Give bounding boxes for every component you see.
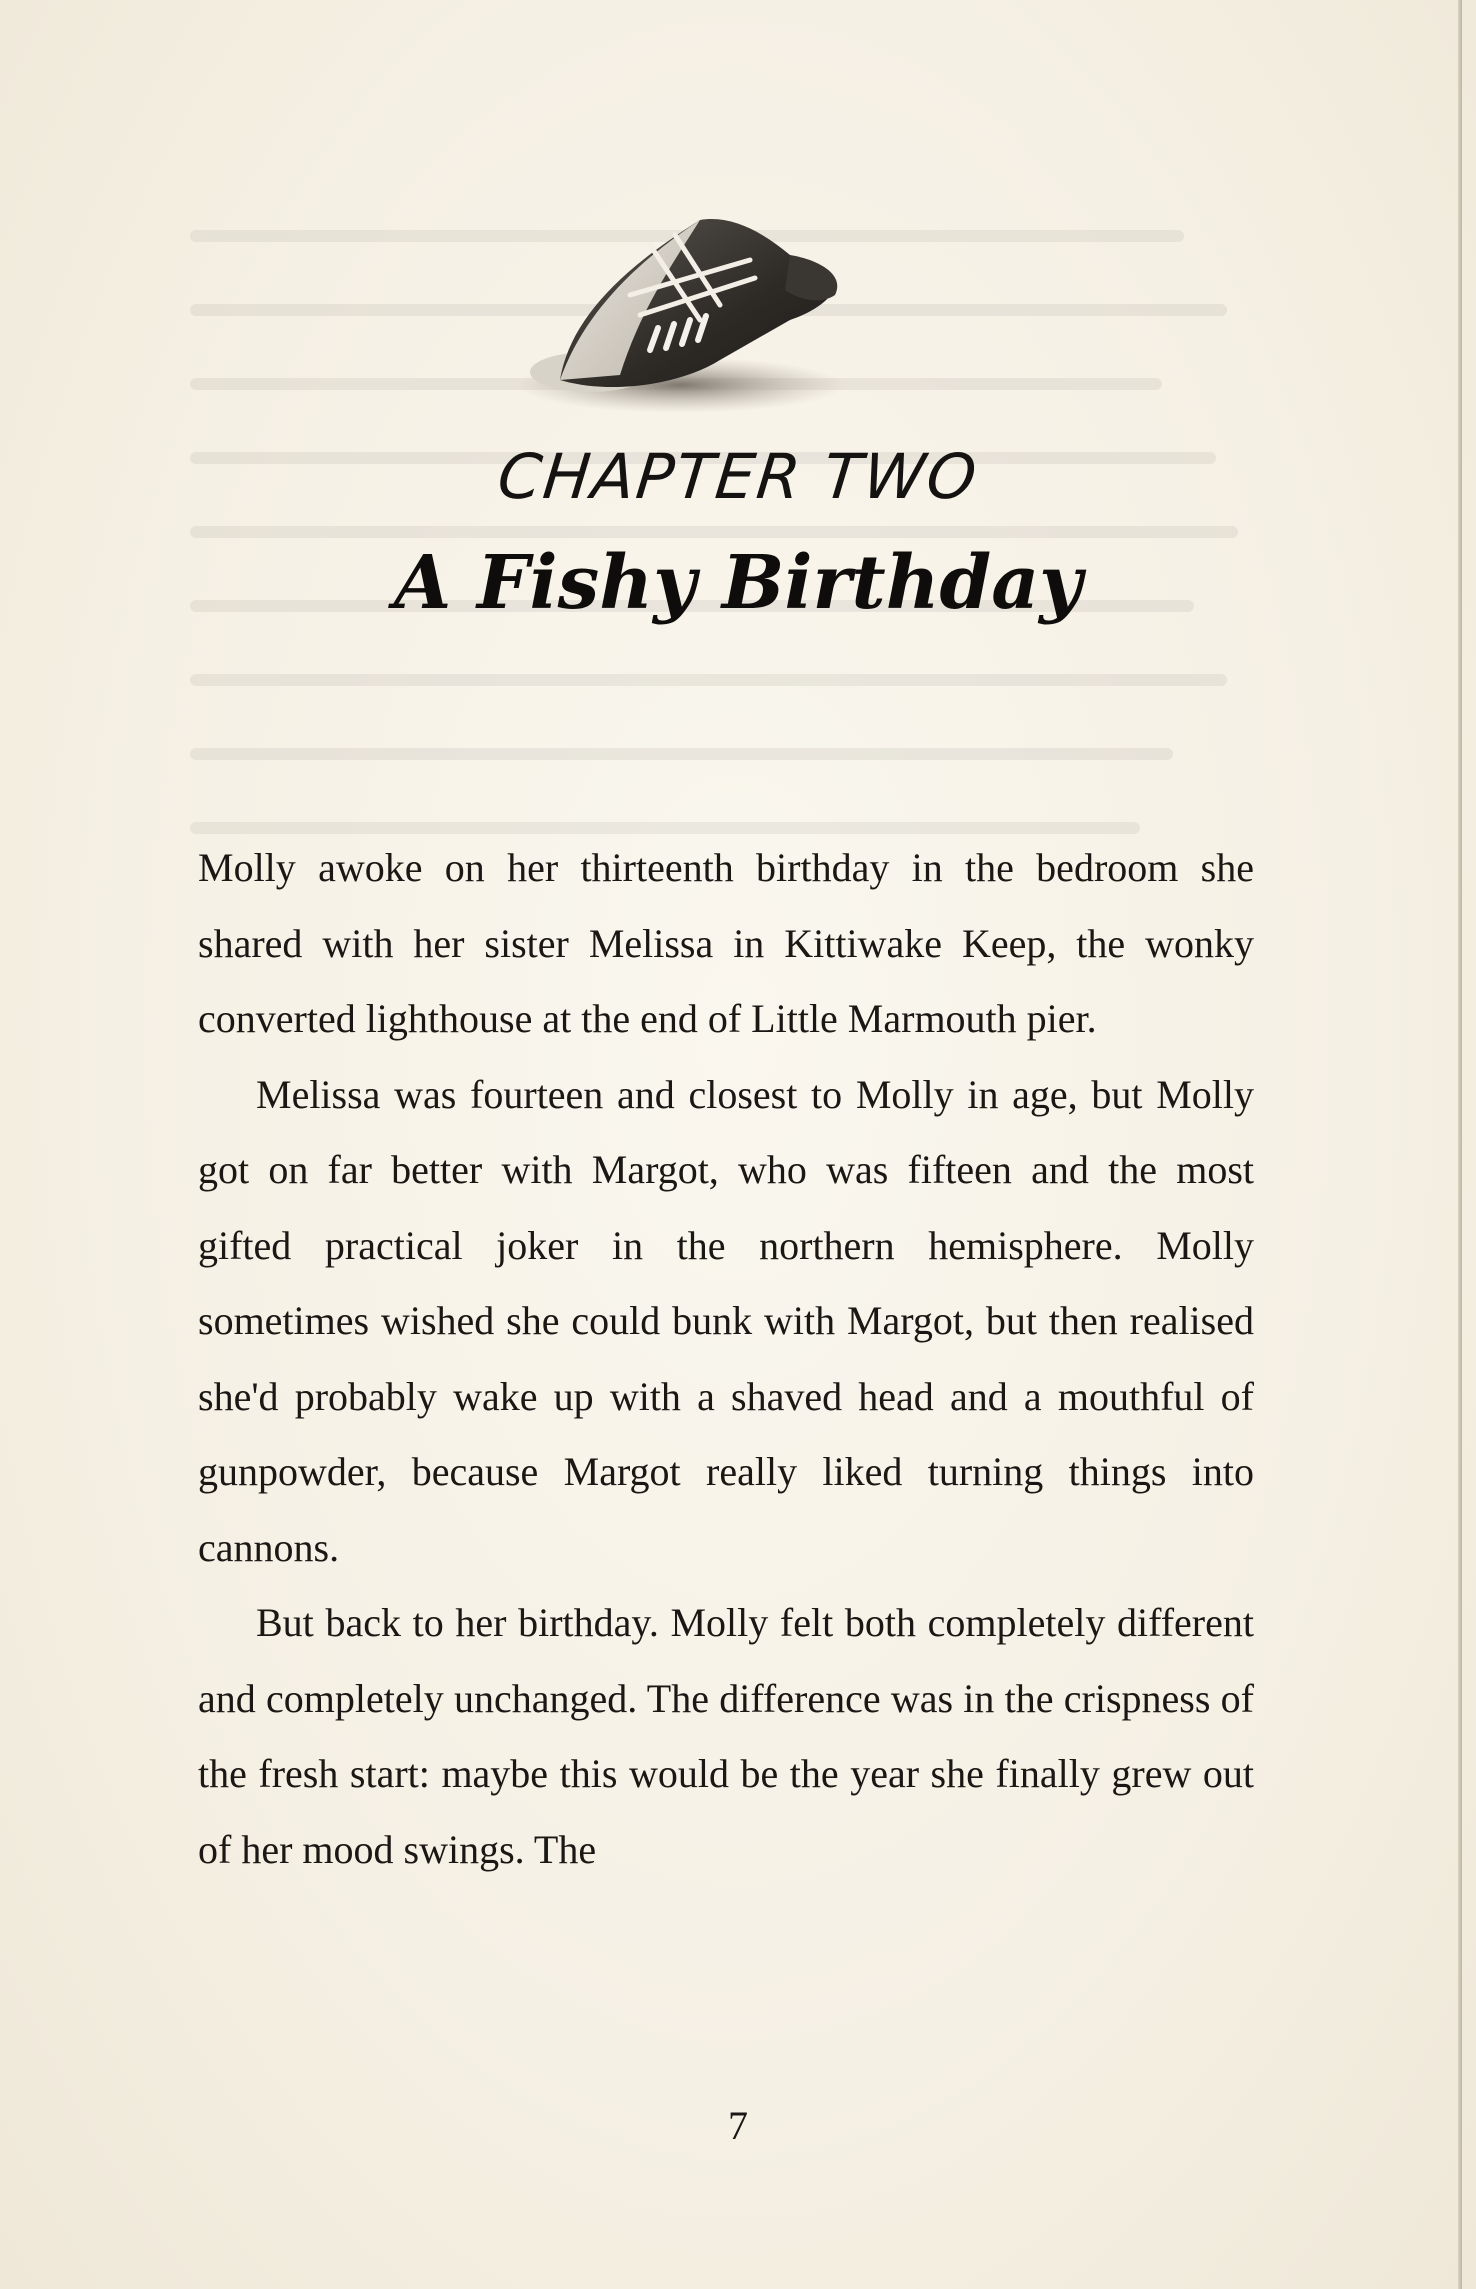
paragraph: But back to her birthday. Molly felt both completely different and completely unchanged. The difference was in the crispness of the fresh start: maybe this would be the year she finally grew out of her mood swings. The [198, 1600, 1254, 1872]
body-text [198, 830, 1254, 1887]
page-number: 7 [728, 2103, 748, 2148]
paragraph: Melissa was fourteen and closest to Molly in age, but Molly got on far better with Margot, who was fifteen and the most gifted practical joker in the northern hemisphere. Molly sometimes wished she could bunk with Margot, but then realised she'd probably wake up with a shaved head and a mouthful of gunpowder, because Margot really liked turning things into cannons. [198, 1071, 1254, 1570]
page-edge [1458, 0, 1462, 2289]
paragraph: Molly awoke on her thirteenth birthday in the bedroom she shared with her sister Melissa in Kittiwake Keep, the wonky converted lighthouse at the end of Little Marmouth pier. [198, 845, 1254, 1041]
chapter-title: A Fishy Birthday [393, 540, 1083, 626]
chapter-label: CHAPTER TWO [494, 440, 982, 513]
sneaker-icon [500, 200, 880, 430]
